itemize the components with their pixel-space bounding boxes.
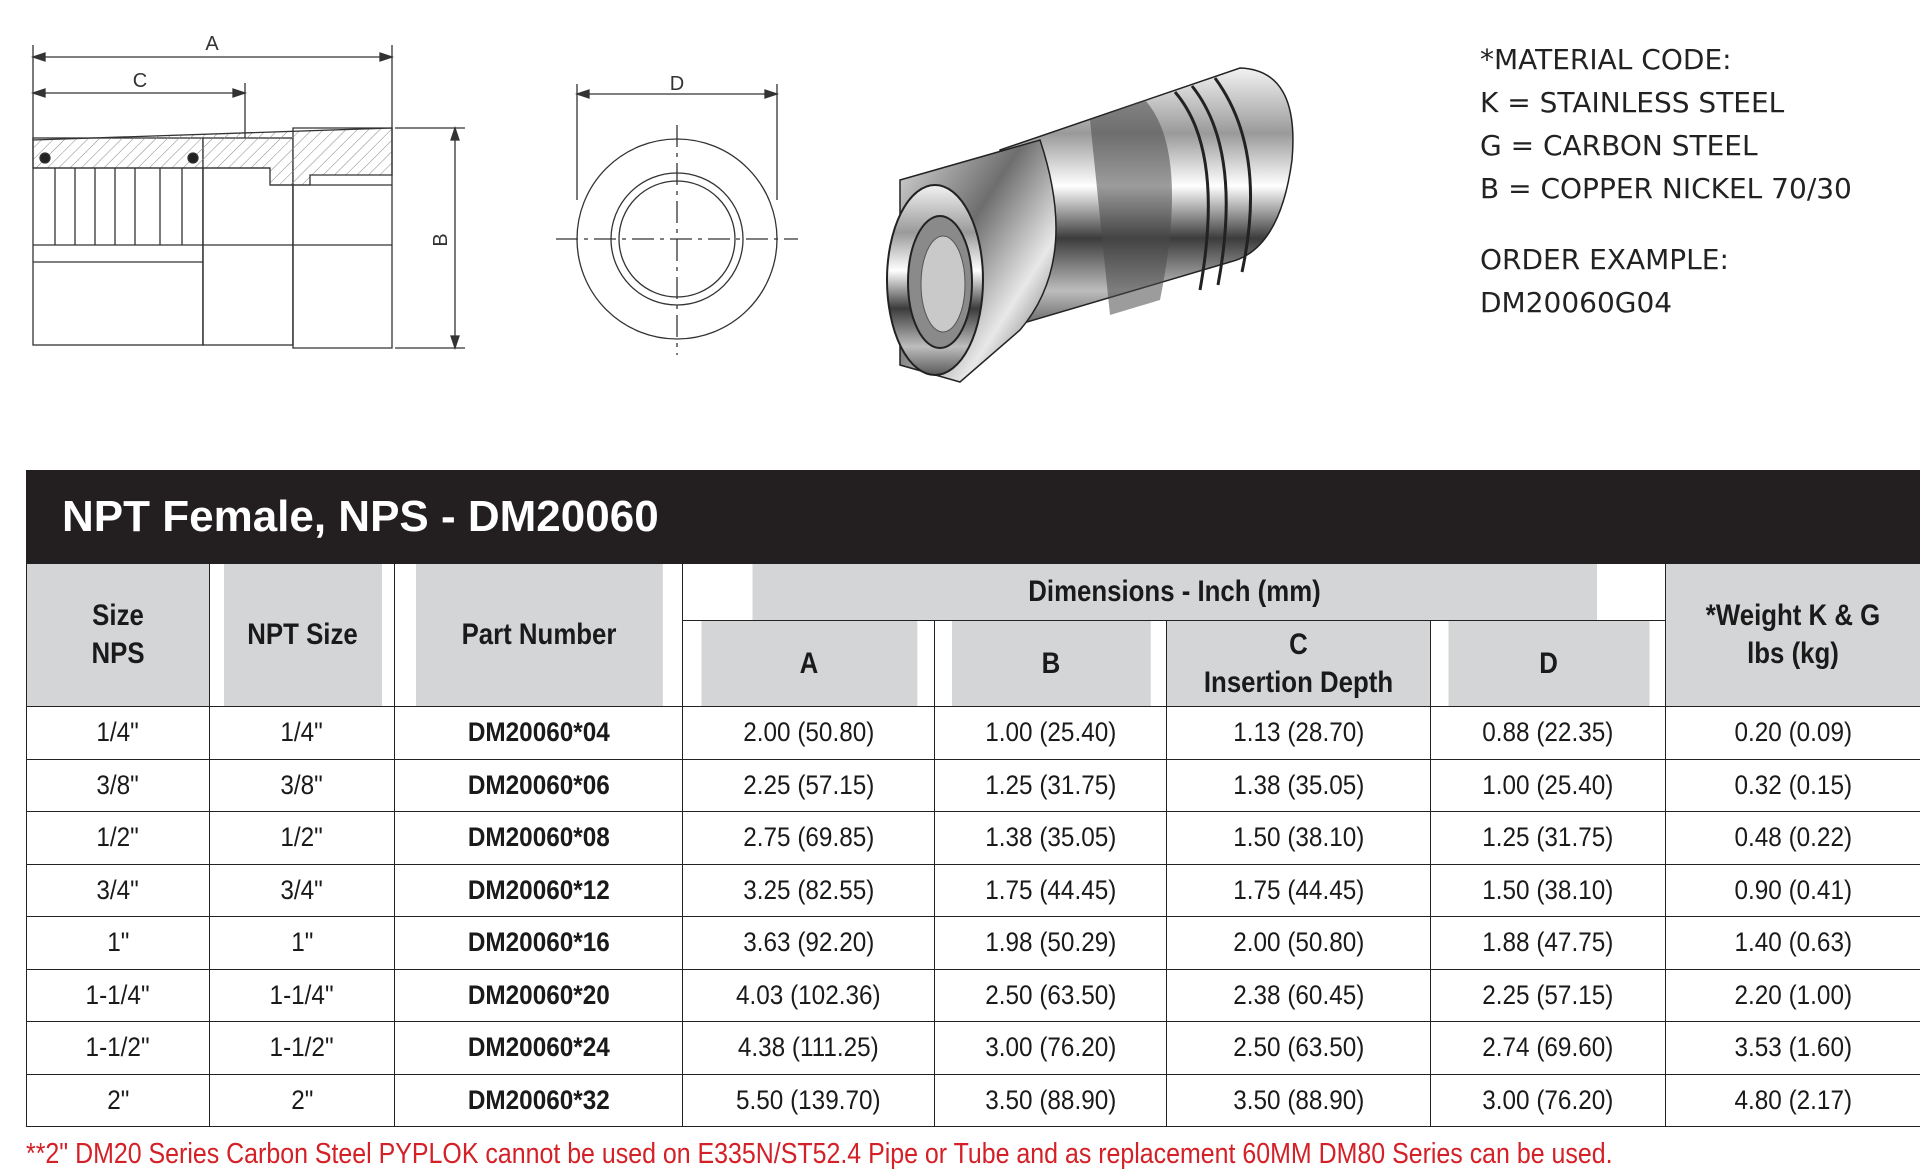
- table-row: [27, 707, 1920, 760]
- cell-size-nps: 1": [27, 917, 210, 970]
- material-item: K = STAINLESS STEEL: [1480, 81, 1852, 124]
- technical-drawings: [0, 0, 1420, 420]
- cell-npt-size: 3/8": [210, 759, 395, 812]
- cell-weight: 0.32 (0.15): [1666, 759, 1920, 812]
- table-row: [27, 759, 1920, 812]
- cell-b: 3.00 (76.20): [935, 1022, 1167, 1075]
- cell-a: 3.25 (82.55): [683, 864, 935, 917]
- table-title-bar: [26, 470, 1920, 563]
- cell-a: 3.63 (92.20): [683, 917, 935, 970]
- dim-a-label: A: [205, 33, 219, 55]
- cell-size-nps: 2": [27, 1074, 210, 1127]
- cell-b: 2.50 (63.50): [935, 969, 1167, 1022]
- cell-weight: 1.40 (0.63): [1666, 917, 1920, 970]
- header-weight: *Weight K & G lbs (kg): [1666, 564, 1920, 707]
- cell-part-number: DM20060*06: [395, 759, 683, 812]
- header-b: B: [951, 621, 1151, 707]
- cell-c: 1.13 (28.70): [1167, 707, 1431, 760]
- material-notes: [1480, 38, 1852, 324]
- table-row: [27, 864, 1920, 917]
- cell-c: 1.75 (44.45): [1167, 864, 1431, 917]
- cell-b: 1.00 (25.40): [935, 707, 1167, 760]
- table-title: NPT Female, NPS - DM20060: [26, 492, 659, 542]
- cell-c: 3.50 (88.90): [1167, 1074, 1431, 1127]
- spec-table: [26, 470, 1920, 1127]
- cell-npt-size: 2": [210, 1074, 395, 1127]
- cell-part-number: DM20060*08: [395, 812, 683, 865]
- cell-weight: 0.90 (0.41): [1666, 864, 1920, 917]
- cell-b: 1.25 (31.75): [935, 759, 1167, 812]
- table-row: [27, 1074, 1920, 1127]
- cell-d: 0.88 (22.35): [1431, 707, 1666, 760]
- cell-npt-size: 1-1/2": [210, 1022, 395, 1075]
- order-example-value: DM20060G04: [1480, 281, 1852, 324]
- cell-size-nps: 1/2": [27, 812, 210, 865]
- fitting-render-icon: [887, 68, 1293, 382]
- cell-a: 4.03 (102.36): [683, 969, 935, 1022]
- cell-d: 2.25 (57.15): [1431, 969, 1666, 1022]
- cell-a: 2.75 (69.85): [683, 812, 935, 865]
- table-row: [27, 1022, 1920, 1075]
- cell-c: 2.00 (50.80): [1167, 917, 1431, 970]
- cell-d: 1.25 (31.75): [1431, 812, 1666, 865]
- cell-npt-size: 1": [210, 917, 395, 970]
- cell-b: 1.38 (35.05): [935, 812, 1167, 865]
- header-part-number: Part Number: [415, 564, 663, 707]
- cell-d: 1.00 (25.40): [1431, 759, 1666, 812]
- cell-a: 2.25 (57.15): [683, 759, 935, 812]
- footnote: [26, 1138, 1871, 1171]
- cell-c: 1.38 (35.05): [1167, 759, 1431, 812]
- cell-part-number: DM20060*20: [395, 969, 683, 1022]
- cell-npt-size: 1/2": [210, 812, 395, 865]
- cell-b: 1.98 (50.29): [935, 917, 1167, 970]
- side-section-view: [33, 45, 465, 348]
- dim-b-label: B: [430, 233, 452, 246]
- cell-size-nps: 3/8": [27, 759, 210, 812]
- cell-a: 2.00 (50.80): [683, 707, 935, 760]
- cell-part-number: DM20060*24: [395, 1022, 683, 1075]
- cell-d: 2.74 (69.60): [1431, 1022, 1666, 1075]
- cell-weight: 0.20 (0.09): [1666, 707, 1920, 760]
- cell-c: 2.50 (63.50): [1167, 1022, 1431, 1075]
- material-code-header: *MATERIAL CODE:: [1480, 38, 1852, 81]
- material-item: B = COPPER NICKEL 70/30: [1480, 167, 1852, 210]
- cell-npt-size: 3/4": [210, 864, 395, 917]
- cell-size-nps: 3/4": [27, 864, 210, 917]
- cell-part-number: DM20060*04: [395, 707, 683, 760]
- cell-c: 2.38 (60.45): [1167, 969, 1431, 1022]
- cell-size-nps: 1-1/2": [27, 1022, 210, 1075]
- cell-b: 1.75 (44.45): [935, 864, 1167, 917]
- cell-b: 3.50 (88.90): [935, 1074, 1167, 1127]
- header-size-nps: Size NPS: [27, 564, 210, 707]
- header-c: C Insertion Depth: [1167, 621, 1431, 707]
- cell-npt-size: 1/4": [210, 707, 395, 760]
- cell-weight: 0.48 (0.22): [1666, 812, 1920, 865]
- dimensions-table: [26, 563, 1920, 1127]
- material-item: G = CARBON STEEL: [1480, 124, 1852, 167]
- table-row: [27, 917, 1920, 970]
- footnote-text: **2" DM20 Series Carbon Steel PYPLOK cannot be used on E335N/ST52.4 Pipe or Tube and as replacement 60MM DM80 Series can be used.: [26, 1138, 1613, 1171]
- cell-a: 5.50 (139.70): [683, 1074, 935, 1127]
- dim-d-label: D: [670, 73, 684, 95]
- header-dimensions: Dimensions - Inch (mm): [751, 564, 1596, 621]
- cell-c: 1.50 (38.10): [1167, 812, 1431, 865]
- table-row: [27, 812, 1920, 865]
- cell-d: 1.88 (47.75): [1431, 917, 1666, 970]
- cell-weight: 2.20 (1.00): [1666, 969, 1920, 1022]
- cell-size-nps: 1/4": [27, 707, 210, 760]
- table-row: [27, 969, 1920, 1022]
- cell-part-number: DM20060*32: [395, 1074, 683, 1127]
- cell-part-number: DM20060*16: [395, 917, 683, 970]
- header-a: A: [700, 621, 917, 707]
- cell-weight: 3.53 (1.60): [1666, 1022, 1920, 1075]
- cell-d: 1.50 (38.10): [1431, 864, 1666, 917]
- cell-d: 3.00 (76.20): [1431, 1074, 1666, 1127]
- dim-c-label: C: [133, 70, 147, 92]
- cell-npt-size: 1-1/4": [210, 969, 395, 1022]
- header-d: D: [1447, 621, 1649, 707]
- header-npt-size: NPT Size: [222, 564, 381, 707]
- cell-a: 4.38 (111.25): [683, 1022, 935, 1075]
- end-view: [556, 84, 798, 355]
- cell-part-number: DM20060*12: [395, 864, 683, 917]
- cell-weight: 4.80 (2.17): [1666, 1074, 1920, 1127]
- cell-size-nps: 1-1/4": [27, 969, 210, 1022]
- order-example-header: ORDER EXAMPLE:: [1480, 238, 1852, 281]
